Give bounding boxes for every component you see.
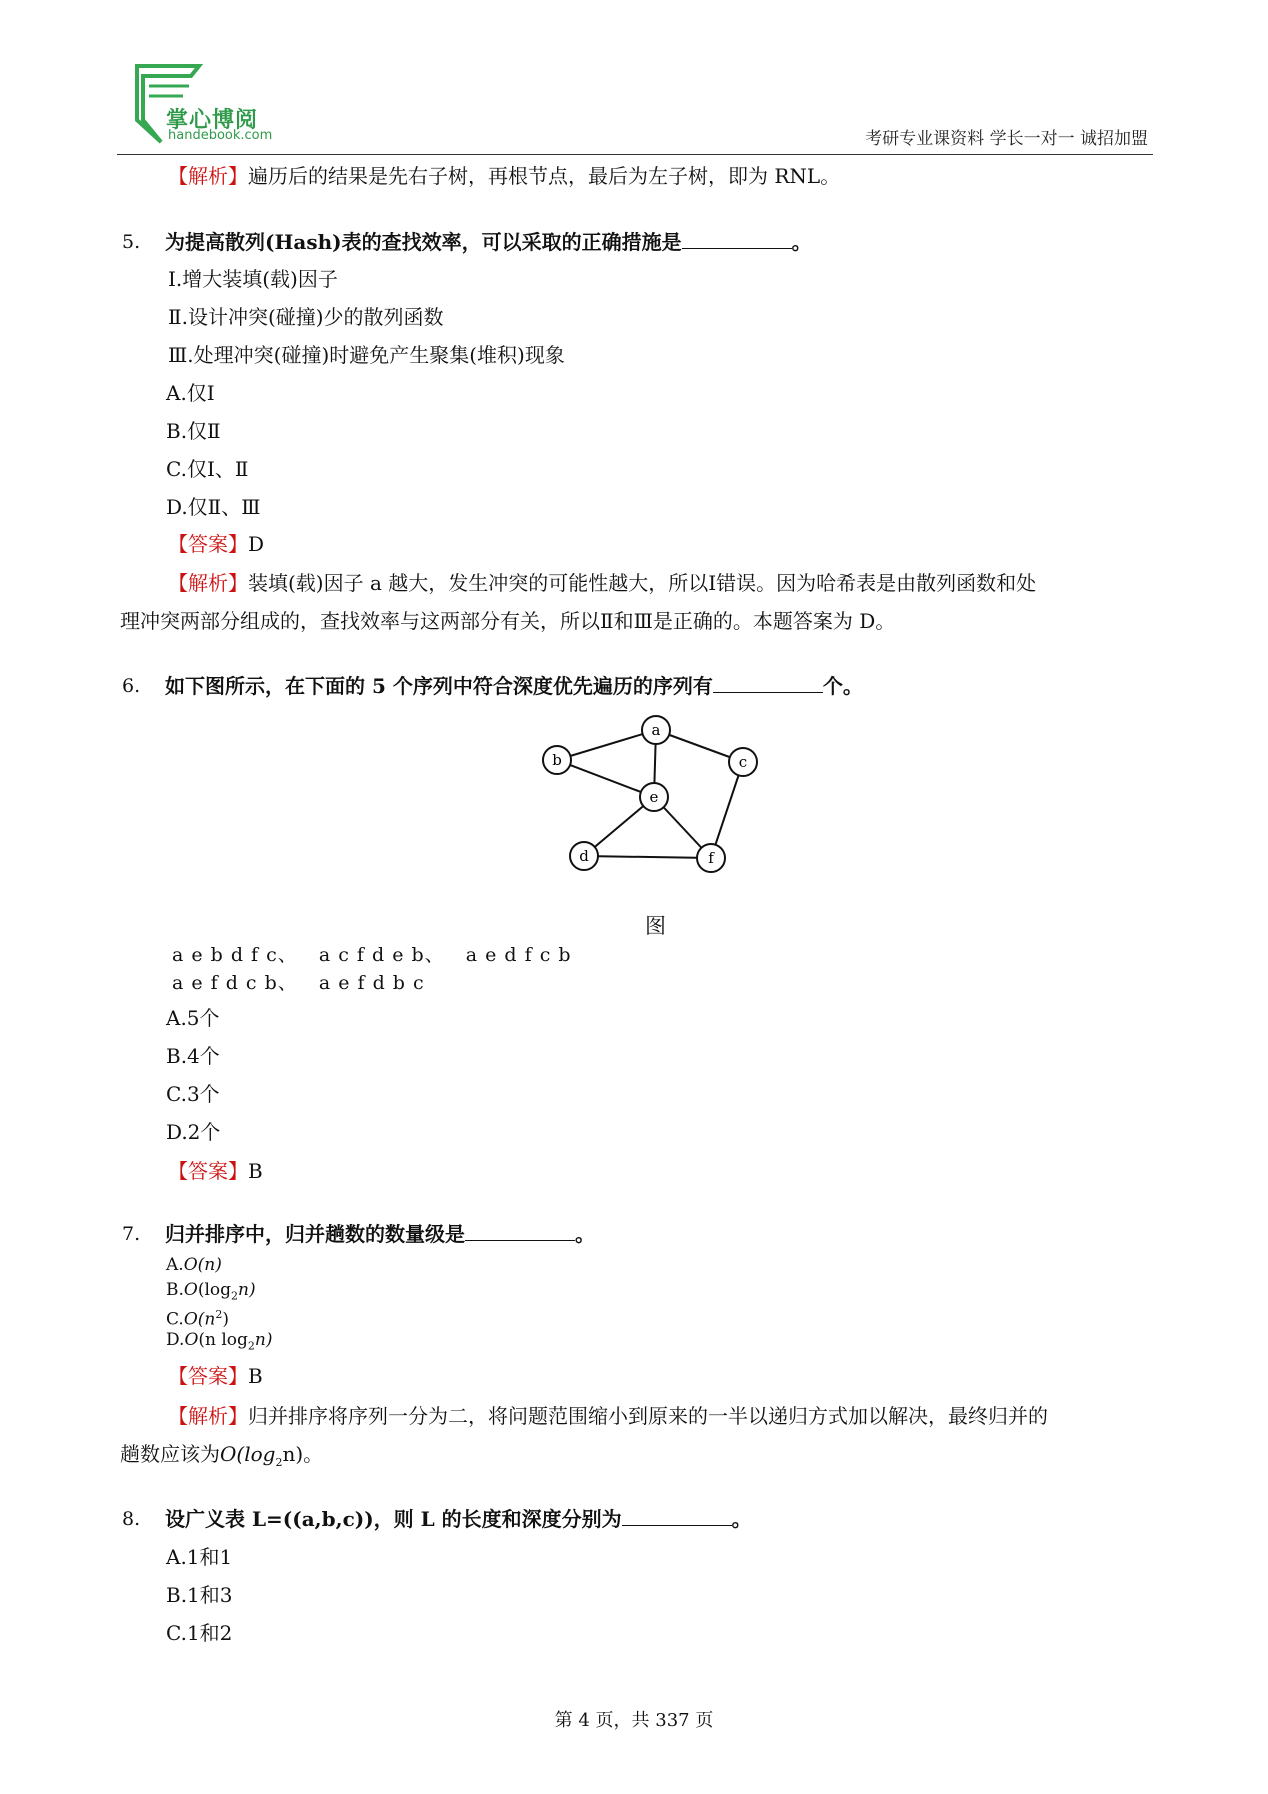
prev-analysis-text: 遍历后的结果是先右子树，再根节点，最后为左子树，即为 RNL。 (248, 164, 841, 188)
q7-option-a: A.O(n) (166, 1255, 222, 1275)
q7-option-b: $B.O(\log_2n)$ (166, 1280, 256, 1303)
svg-text:a: a (651, 721, 661, 739)
q6-answer-value: B (248, 1159, 263, 1183)
q5-stem: 为提高散列(Hash)表的查找效率，可以采取的正确措施是 (165, 230, 682, 254)
q6-option-b: B.4个 (166, 1044, 220, 1068)
edge-a-b (557, 730, 656, 760)
answer-blank (622, 1507, 732, 1526)
answer-tag: 【答案】 (168, 1364, 248, 1388)
answer-tag: 【答案】 (168, 1159, 248, 1183)
q6-stem-end: 个。 (822, 674, 863, 698)
prev-analysis (168, 162, 840, 190)
q5-item-1: Ⅰ.增大装填(载)因子 (168, 267, 338, 291)
q8-stem: 设广义表 L=((a,b,c))，则 L 的长度和深度分别为 (165, 1507, 622, 1531)
graph-node-c (729, 748, 757, 776)
graph-node-b (543, 746, 571, 774)
q5-option-b: B.仅Ⅱ (166, 419, 221, 443)
graph-node-e (640, 783, 668, 811)
answer-blank (713, 674, 823, 693)
q5-analysis (168, 569, 1036, 597)
svg-text:f: f (708, 849, 714, 867)
q5-answer-value: D (248, 532, 265, 556)
header-divider (117, 154, 1153, 155)
svg-text:b: b (552, 751, 562, 769)
q8-option-c: C.1和2 (166, 1621, 233, 1645)
question-number: 6. (122, 675, 141, 697)
q7-stem: 归并排序中，归并趟数的数量级是 (165, 1222, 465, 1246)
q8-stem-end: 。 (731, 1507, 752, 1531)
q7-analysis-line-2: 趟数应该为$O(\log_2n)$。 (120, 1442, 324, 1469)
q5-stem-end: 。 (791, 230, 812, 254)
q6-option-a: A.5个 (166, 1006, 220, 1030)
q6-stem: 如下图所示，在下面的 5 个序列中符合深度优先遍历的序列有 (165, 674, 713, 698)
analysis-tag: 【解析】 (168, 1404, 248, 1428)
graph-node-f (697, 844, 725, 872)
svg-text:c: c (738, 753, 748, 771)
q5-option-d: D.仅Ⅱ、Ⅲ (166, 495, 261, 519)
answer-blank (682, 230, 792, 249)
graph-figure (530, 710, 770, 890)
svg-text:e: e (649, 788, 659, 806)
question-number: 8. (122, 1508, 141, 1530)
q5-option-a: A.仅Ⅰ (166, 381, 215, 405)
q7-analysis-line-1: 归并排序将序列一分为二，将问题范围缩小到原来的一半以递归方式加以解决，最终归并的 (248, 1404, 1048, 1428)
figure-caption: 图 (645, 914, 666, 938)
sequence-line-1: a e b d f c、 a c f d e b、 a e d f c b (172, 944, 572, 966)
page-number: 第 4 页，共 337 页 (554, 1710, 714, 1731)
analysis-tag: 【解析】 (168, 164, 248, 188)
q7-answer-value: B (248, 1364, 263, 1388)
question-stem (165, 1505, 752, 1533)
edge-b-e (557, 760, 654, 797)
question-stem (165, 672, 863, 700)
q6-option-d: D.2个 (166, 1120, 221, 1144)
q5-analysis-line-1: 装填(载)因子 a 越大，发生冲突的可能性越大，所以Ⅰ错误。因为哈希表是由散列函数和处 (248, 571, 1037, 595)
q8-option-b: B.1和3 (166, 1583, 233, 1607)
edge-c-f (711, 762, 743, 858)
svg-text:d: d (579, 847, 589, 865)
question-number: 5. (122, 231, 141, 253)
q5-item-2: Ⅱ.设计冲突(碰撞)少的散列函数 (168, 305, 444, 329)
q6-answer (168, 1157, 263, 1185)
header-tagline: 考研专业课资料 学长一对一 诚招加盟 (865, 129, 1148, 149)
q5-option-c: C.仅Ⅰ、Ⅱ (166, 457, 249, 481)
question-stem (165, 1220, 595, 1248)
q5-item-3: Ⅲ.处理冲突(碰撞)时避免产生聚集(堆积)现象 (168, 343, 565, 367)
analysis-tag: 【解析】 (168, 571, 248, 595)
edge-d-f (584, 856, 711, 858)
logo-url: handebook.com (168, 128, 273, 143)
q6-option-c: C.3个 (166, 1082, 220, 1106)
answer-blank (465, 1222, 575, 1241)
graph-node-a (642, 716, 670, 744)
question-number: 7. (122, 1223, 141, 1245)
q7-answer (168, 1362, 263, 1390)
logo-text: 掌心博阅 (166, 108, 259, 133)
q7-analysis (168, 1402, 1048, 1430)
question-stem (165, 228, 812, 256)
q7-option-d: D.O(n $\log_2n$) (166, 1330, 273, 1353)
sequence-line-2: a e f d c b、 a e f d b c (172, 972, 425, 994)
q8-option-a: A.1和1 (166, 1545, 233, 1569)
q5-answer (168, 530, 264, 558)
q7-stem-end: 。 (575, 1222, 595, 1246)
q7-option-c: $C.O(n^2)$ (166, 1308, 229, 1330)
q5-analysis-line-2: 理冲突两部分组成的，查找效率与这两部分有关，所以Ⅱ和Ⅲ是正确的。本题答案为 D。 (120, 609, 896, 633)
answer-tag: 【答案】 (168, 532, 248, 556)
graph-node-d (570, 842, 598, 870)
